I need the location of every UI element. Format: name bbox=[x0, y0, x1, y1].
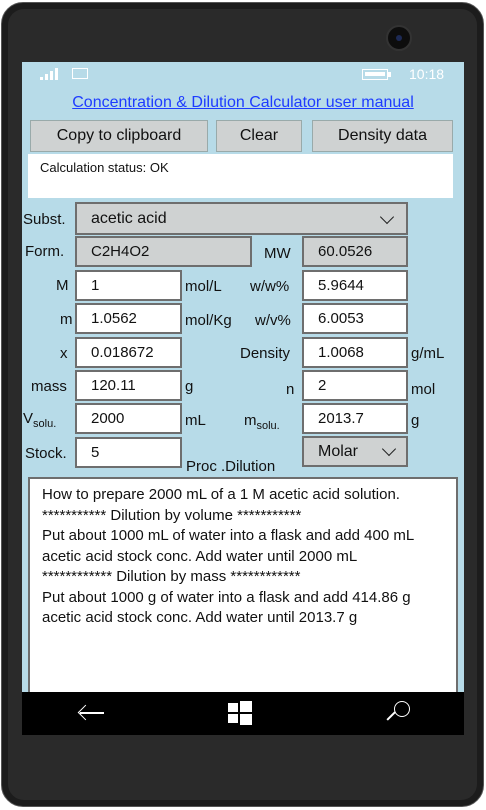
front-camera-icon bbox=[386, 25, 412, 51]
molarity-input[interactable]: 1 bbox=[75, 270, 182, 301]
instructions-line: ************ Dilution by mass ************ bbox=[42, 568, 301, 585]
solution-volume-input[interactable]: 2000 bbox=[75, 403, 182, 434]
molarity-unit: mol/L bbox=[185, 278, 222, 295]
app-screen bbox=[22, 62, 464, 692]
molality-label: m bbox=[60, 311, 73, 328]
instructions-line: *********** Dilution by volume *********** bbox=[42, 506, 302, 524]
formula-field: C2H4O2 bbox=[75, 236, 252, 267]
moles-input[interactable]: 2 bbox=[302, 370, 408, 401]
instructions-line: Put about 1000 g of water into a flask and add 414.86 g acetic acid stock conc. Add water until 2013.7 g bbox=[42, 588, 411, 626]
battery-icon bbox=[362, 69, 392, 80]
status-bar bbox=[22, 62, 464, 86]
density-input[interactable]: 1.0068 bbox=[302, 337, 408, 368]
chevron-down-icon bbox=[382, 442, 396, 456]
mole-fraction-label: x bbox=[60, 345, 68, 362]
solution-mass-label: $m_{solu.}$ bbox=[244, 412, 280, 432]
moles-label: n bbox=[286, 381, 295, 398]
calculation-status-box bbox=[28, 154, 453, 198]
molecular-weight-label: MW bbox=[264, 245, 291, 262]
copy-to-clipboard-button[interactable]: Copy to clipboard bbox=[30, 120, 208, 152]
instructions-textbox[interactable] bbox=[28, 477, 458, 692]
clear-button[interactable]: Clear bbox=[216, 120, 302, 152]
chevron-down-icon bbox=[380, 210, 394, 224]
molality-unit: mol/Kg bbox=[185, 312, 232, 329]
density-data-button[interactable]: Density data bbox=[312, 120, 453, 152]
instructions-line: How to prepare 2000 mL of a 1 M acetic acid solution. bbox=[42, 486, 400, 503]
density-label: Density bbox=[240, 345, 291, 362]
weight-percent-input[interactable]: 5.9644 bbox=[302, 270, 408, 301]
search-icon[interactable] bbox=[384, 699, 412, 727]
mass-unit: g bbox=[185, 378, 194, 395]
mass-input[interactable]: 120.11 bbox=[75, 370, 182, 401]
volume-percent-input[interactable]: 6.0053 bbox=[302, 303, 408, 334]
density-unit: g/mL bbox=[411, 345, 445, 362]
substance-label: Subst. bbox=[23, 211, 66, 228]
back-arrow-icon[interactable] bbox=[76, 702, 106, 724]
substance-dropdown[interactable] bbox=[75, 202, 408, 235]
solution-mass-input[interactable]: 2013.7 bbox=[302, 403, 408, 434]
mole-fraction-input[interactable]: 0.018672 bbox=[75, 337, 182, 368]
stock-input[interactable]: 5 bbox=[75, 437, 182, 468]
formula-label: Form. bbox=[25, 243, 65, 260]
molality-input[interactable]: 1.0562 bbox=[75, 303, 182, 334]
windows-start-icon[interactable] bbox=[228, 701, 252, 725]
user-manual-link[interactable]: Concentration & Dilution Calculator user manual bbox=[72, 94, 414, 111]
volume-percent-label: w/v% bbox=[255, 312, 291, 329]
clock-time: 10:18 bbox=[409, 66, 445, 82]
mass-label: mass bbox=[31, 378, 67, 395]
procedure-mode-value: Molar bbox=[318, 442, 359, 460]
procedure-label: Proc .Dilution bbox=[186, 458, 276, 475]
solution-volume-unit: mL bbox=[185, 412, 206, 429]
substance-value: acetic acid bbox=[91, 209, 167, 227]
stock-label: Stock. bbox=[25, 445, 67, 462]
solution-mass-unit: g bbox=[411, 412, 420, 429]
moles-unit: mol bbox=[411, 381, 436, 398]
weight-percent-label: w/w% bbox=[250, 278, 290, 295]
navigation-bar bbox=[22, 692, 464, 735]
procedure-mode-dropdown[interactable] bbox=[302, 436, 408, 467]
molarity-label: M bbox=[56, 277, 69, 294]
solution-volume-label: $V_{solu.}$ bbox=[23, 410, 57, 430]
signal-icon bbox=[40, 68, 62, 80]
molecular-weight-field: 60.0526 bbox=[302, 236, 408, 267]
instructions-line: Put about 1000 mL of water into a flask and add 400 mL acetic acid stock conc. Add water until 2000 mL bbox=[42, 527, 414, 565]
message-icon bbox=[72, 68, 88, 79]
calculation-status-text: Calculation status: OK bbox=[40, 160, 169, 175]
